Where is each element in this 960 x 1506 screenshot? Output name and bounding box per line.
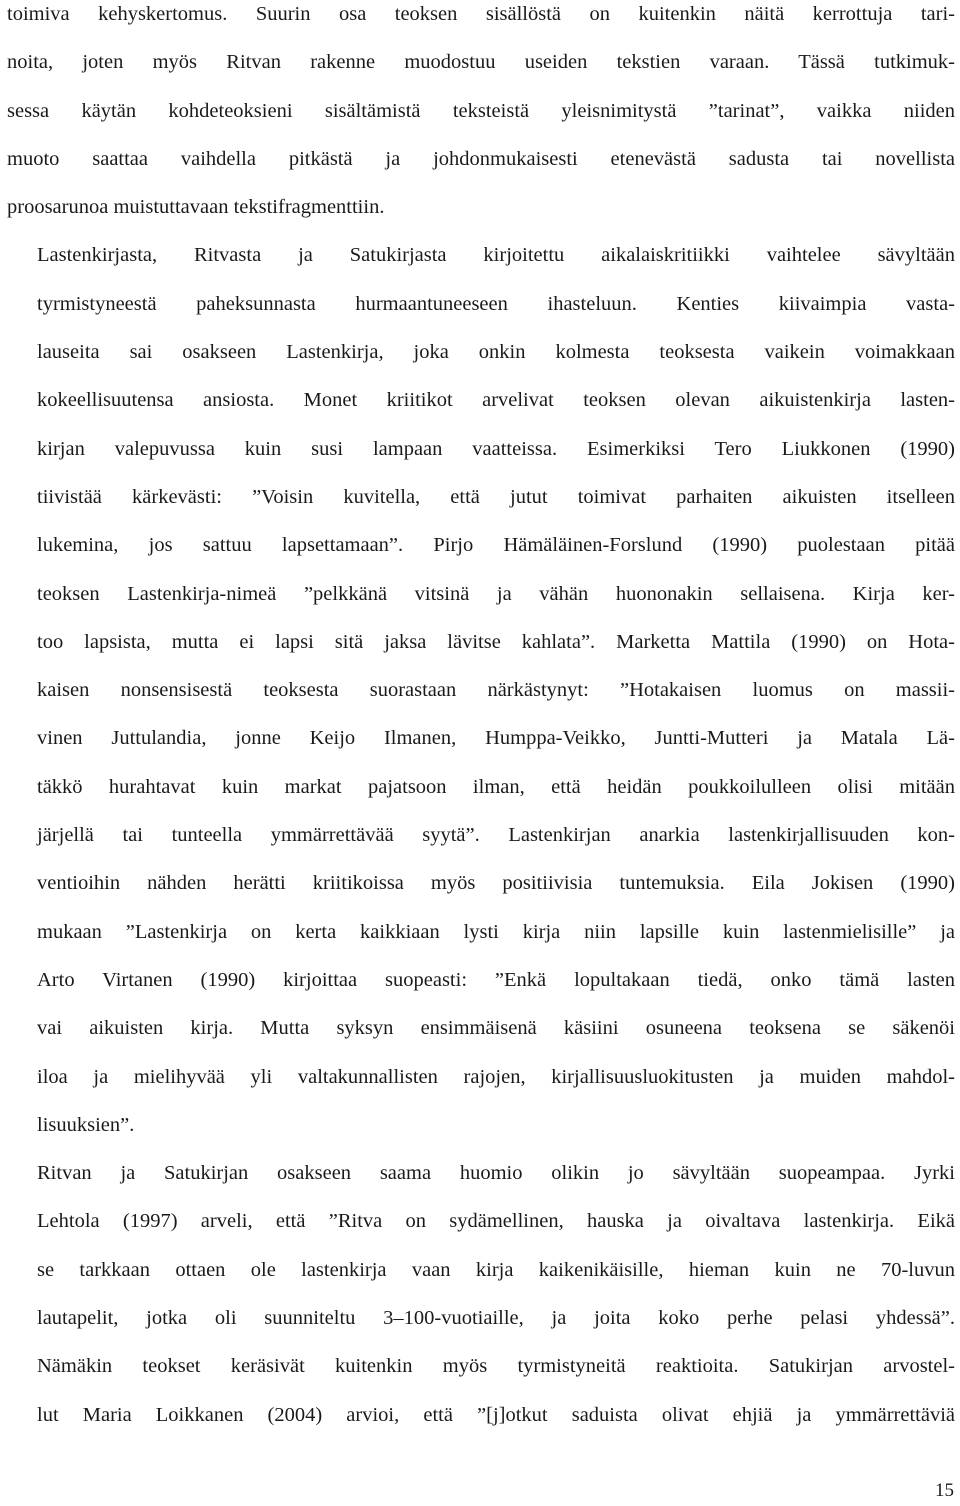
text-line: vai aikuisten kirja. Mutta syksyn ensimmäisenä käsiini osuneena teoksena se säkenöi	[37, 1017, 955, 1040]
document-page	[7, 0, 955, 1439]
text-line: kokeellisuutensa ansiosta. Monet kriitikot arvelivat teoksen olevan aikuistenkirja lasten-	[37, 389, 955, 412]
text-line: lut Maria Loikkanen (2004) arvioi, että ”[j]otkut saduista olivat ehjiä ja ymmärrettäviä	[37, 1403, 955, 1426]
text-line: Ritvan ja Satukirjan osakseen saama huomio olikin jo sävyltään suopeampaa. Jyrki	[37, 1162, 955, 1185]
text-line: se tarkkaan ottaen ole lastenkirja vaan kirja kaikenikäisille, hieman kuin ne 70-luvun	[37, 1258, 955, 1281]
text-line: teoksen Lastenkirja-nimeä ”pelkkänä vitsinä ja vähän huononakin sellaisena. Kirja ker-	[37, 582, 955, 605]
text-line: ventioihin nähden herätti kriitikoissa myös positiivisia tuntemuksia. Eila Jokisen (1990)	[37, 872, 955, 895]
paragraph-2	[7, 231, 955, 1149]
text-line: lisuuksien”.	[37, 1113, 135, 1136]
text-line: Nämäkin teokset keräsivät kuitenkin myös tyrmistyneitä reaktioita. Satukirjan arvostel-	[37, 1355, 955, 1378]
text-line: sessa käytän kohdeteoksieni sisältämistä teksteistä yleisnimitystä ”tarinat”, vaikka niiden	[7, 99, 955, 122]
text-line: kaisen nonsensisestä teoksesta suorastaan närkästynyt: ”Hotakaisen luomus on massii-	[37, 679, 955, 702]
text-line: Lastenkirjasta, Ritvasta ja Satukirjasta kirjoitettu aikalaiskritiikki vaihtelee sävyltään	[37, 244, 955, 267]
text-line: lukemina, jos sattuu lapsettamaan”. Pirjo Hämäläinen-Forslund (1990) puolestaan pitää	[37, 534, 955, 557]
text-line: lautapelit, jotka oli suunniteltu 3–100-vuotiaille, ja joita koko perhe pelasi yhdessä”.	[37, 1307, 955, 1330]
text-line: tyrmistyneestä paheksunnasta hurmaantuneeseen ihasteluun. Kenties kiivaimpia vasta-	[37, 292, 955, 315]
text-line: kirjan valepuvussa kuin susi lampaan vaatteissa. Esimerkiksi Tero Liukkonen (1990)	[37, 437, 955, 460]
text-line: toimiva kehyskertomus. Suurin osa teoksen sisällöstä on kuitenkin näitä kerrottuja tari-	[7, 3, 955, 25]
text-line: täkkö hurahtavat kuin markat pajatsoon ilman, että heidän poukkoilulleen olisi mitään	[37, 775, 955, 798]
text-line: Lehtola (1997) arveli, että ”Ritva on sydämellinen, hauska ja oivaltava lastenkirja. Eikä	[37, 1210, 955, 1233]
text-line: lauseita sai osakseen Lastenkirja, joka onkin kolmesta teoksesta vaikein voimakkaan	[37, 341, 955, 364]
paragraph-1	[7, 0, 955, 231]
text-line: proosarunoa muistuttavaan tekstifragmenttiin.	[7, 196, 385, 219]
text-line: Arto Virtanen (1990) kirjoittaa suopeasti: ”Enkä lopultakaan tiedä, onko tämä lasten	[37, 968, 955, 991]
text-line: noita, joten myös Ritvan rakenne muodostuu useiden tekstien varaan. Tässä tutkimuk-	[7, 51, 955, 74]
text-line: järjellä tai tunteella ymmärrettävää syytä”. Lastenkirjan anarkia lastenkirjallisuuden kon-	[37, 824, 955, 847]
text-line: mukaan ”Lastenkirja on kerta kaikkiaan lysti kirja niin lapsille kuin lastenmielisille” ja	[37, 920, 955, 943]
text-line: tiivistää kärkevästi: ”Voisin kuvitella, että jutut toimivat parhaiten aikuisten itselleen	[37, 485, 955, 508]
text-line: too lapsista, mutta ei lapsi sitä jaksa lävitse kahlata”. Marketta Mattila (1990) on Hota-	[37, 630, 955, 653]
text-line: vinen Juttulandia, jonne Keijo Ilmanen, Humppa-Veikko, Juntti-Mutteri ja Matala Lä-	[37, 727, 955, 750]
text-line: iloa ja mielihyvää yli valtakunnallisten rajojen, kirjallisuusluokitusten ja muiden mahdol-	[37, 1065, 955, 1088]
text-line: muoto saattaa vaihdella pitkästä ja johdonmukaisesti etenevästä sadusta tai novellista	[7, 147, 955, 170]
paragraph-3	[7, 1149, 955, 1439]
page-number: 15	[935, 1480, 954, 1501]
